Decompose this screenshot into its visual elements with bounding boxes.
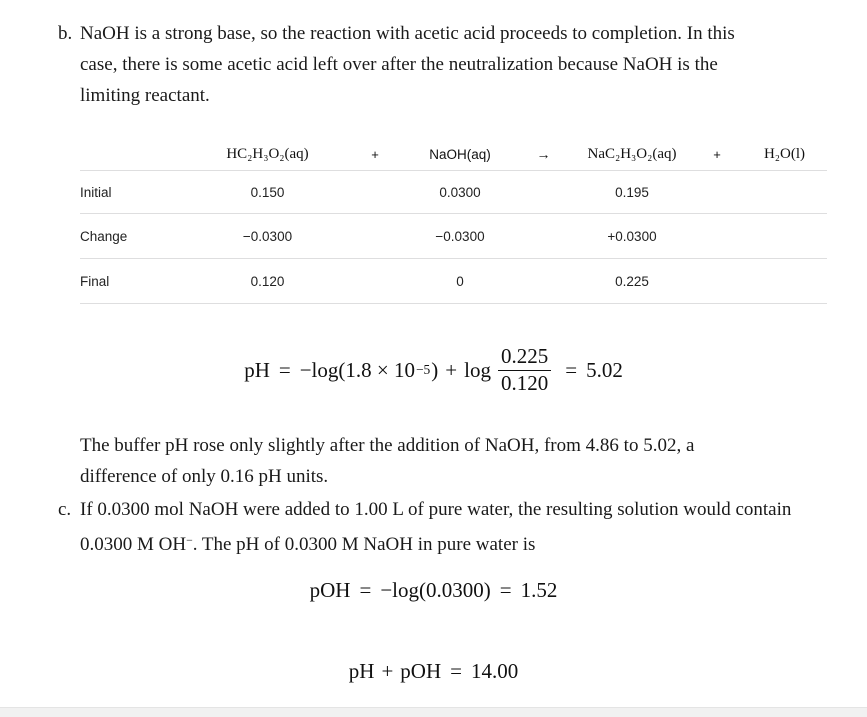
paragraph-c-text <box>80 494 798 560</box>
cell-initial-reactant-2: 0.0300 <box>405 171 515 214</box>
eq-poh-equals-2: = <box>499 578 512 602</box>
equation-ph <box>0 345 867 395</box>
ice-table <box>80 138 827 304</box>
table-row <box>80 259 827 304</box>
cell-final-reactant-2: 0 <box>405 259 515 304</box>
cell-spacer <box>692 171 742 214</box>
formula-naoh: NaOH(aq) <box>429 146 491 162</box>
eq-sum-ph: pH <box>348 659 375 683</box>
eq-ph-close-paren: ) <box>431 357 439 382</box>
equation-sum-line <box>348 659 519 684</box>
eq-ph-denominator: 0.120 <box>500 370 549 395</box>
header-product-1 <box>572 138 692 171</box>
header-plus-2: + <box>692 138 742 171</box>
cell-spacer <box>515 214 572 259</box>
table-row <box>80 214 827 259</box>
cell-spacer <box>515 171 572 214</box>
eq-poh-lhs: pOH <box>309 578 351 602</box>
hydroxide-charge-superscript: − <box>186 534 193 547</box>
cell-final-reactant-1: 0.120 <box>190 259 345 304</box>
table-row <box>80 171 827 214</box>
eq-ph-equals-2: = <box>565 357 578 382</box>
cell-spacer <box>692 214 742 259</box>
cell-spacer <box>515 259 572 304</box>
bottom-chrome-strip <box>0 707 867 717</box>
formula-hc2h3o2: HC₂H₃O₂(aq) <box>226 145 309 162</box>
paragraph-c-before: If 0.0300 mol NaOH were added to 1.00 L of pure water, the resulting solution would contain 0.0300 M OH <box>80 499 792 556</box>
eq-poh-expression: −log(0.0300) <box>380 578 491 602</box>
eq-ph-equals-1: = <box>278 357 291 382</box>
cell-change-reactant-2: −0.0300 <box>405 214 515 259</box>
cell-spacer <box>345 171 405 214</box>
header-plus-1: + <box>345 138 405 171</box>
list-item-c <box>58 494 798 560</box>
list-marker-c: c. <box>58 499 72 520</box>
header-blank-cell <box>80 138 190 171</box>
cell-final-product-1: 0.225 <box>572 259 692 304</box>
cell-change-product-1: +0.0300 <box>572 214 692 259</box>
formula-nac2h3o2: NaC₂H₃O₂(aq) <box>587 145 677 162</box>
header-reactant-1 <box>190 138 345 171</box>
formula-h2o: H₂O(l) <box>763 145 806 162</box>
eq-sum-poh: pOH <box>400 659 442 683</box>
row-label-change: Change <box>80 214 190 259</box>
eq-sum-plus: + <box>381 659 394 683</box>
equation-poh-line <box>309 578 559 603</box>
eq-poh-equals-1: = <box>359 578 372 602</box>
row-label-initial: Initial <box>80 171 190 214</box>
eq-sum-result: 14.00 <box>470 659 519 683</box>
equation-ph-line <box>243 345 624 395</box>
eq-ph-fraction <box>498 345 551 395</box>
cell-change-reactant-1: −0.0300 <box>190 214 345 259</box>
cell-initial-product-2 <box>742 171 827 214</box>
eq-ph-log: log <box>464 357 491 382</box>
eq-ph-lhs: pH <box>244 357 270 382</box>
cell-spacer <box>345 259 405 304</box>
table-header-row <box>80 138 827 171</box>
list-marker-b: b. <box>58 23 73 44</box>
cell-initial-product-1: 0.195 <box>572 171 692 214</box>
eq-ph-result: 5.02 <box>586 357 623 382</box>
list-item-b <box>58 18 758 111</box>
paragraph-b-text: NaOH is a strong base, so the reaction with acetic acid proceeds to completion. In this case, there is some acetic acid left over after the neutralization because NaOH is the limiting reactant. <box>80 23 735 106</box>
paragraph-c-after: . The pH of 0.0300 M NaOH in pure water is <box>192 534 536 556</box>
equation-ph-plus-poh <box>0 659 867 684</box>
cell-initial-reactant-1: 0.150 <box>190 171 345 214</box>
reaction-arrow-icon: → <box>515 138 572 171</box>
eq-ph-plus: + <box>445 357 458 382</box>
header-reactant-2 <box>405 138 515 171</box>
header-product-2 <box>742 138 827 171</box>
eq-ph-exponent: −5 <box>415 362 431 378</box>
eq-ph-numerator: 0.225 <box>500 344 549 368</box>
equation-poh <box>0 578 867 603</box>
eq-poh-result: 1.52 <box>520 578 558 602</box>
buffer-note-paragraph: The buffer pH rose only slightly after the addition of NaOH, from 4.86 to 5.02, a difference of only 0.16 pH units. <box>80 435 695 487</box>
cell-spacer <box>692 259 742 304</box>
cell-change-product-2 <box>742 214 827 259</box>
cell-final-product-2 <box>742 259 827 304</box>
row-label-final: Final <box>80 259 190 304</box>
eq-sum-equals: = <box>450 659 462 683</box>
eq-ph-neglog-open: −log(1.8 × 10 <box>299 357 415 382</box>
cell-spacer <box>345 214 405 259</box>
